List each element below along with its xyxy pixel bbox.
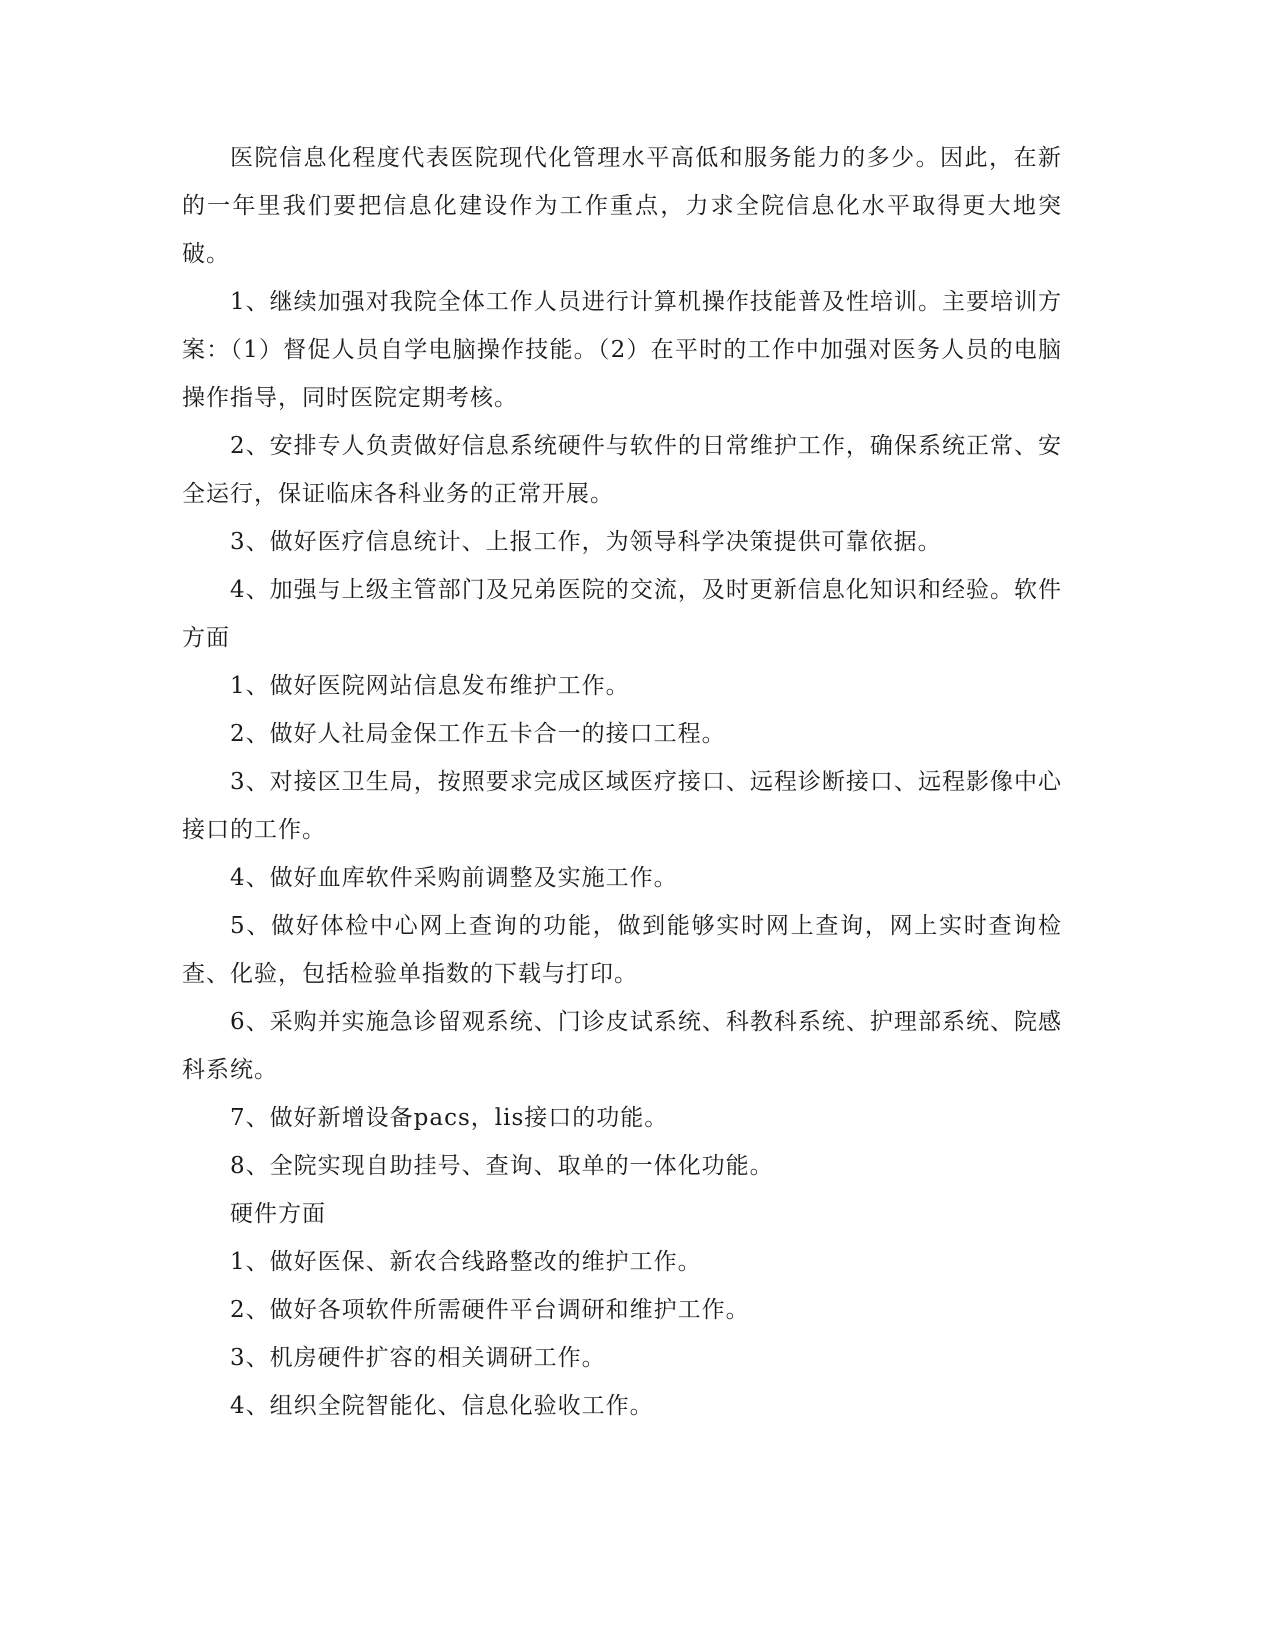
hardware-item-server-room: 3、机房硬件扩容的相关调研工作。 [230,1345,606,1371]
item-maintenance: 2、安排专人负责做好信息系统硬件与软件的日常维护工作，确保系统正常、安全运行，保证临床各科业务的正常开展。 [182,433,1062,507]
software-item-checkup-query: 5、做好体检中心网上查询的功能，做到能够实时网上查询，网上实时查询检查、化验，包括检验单指数的下载与打印。 [182,913,1062,987]
hardware-item-platform: 2、做好各项软件所需硬件平台调研和维护工作。 [230,1297,750,1323]
software-item-website: 1、做好医院网站信息发布维护工作。 [230,673,630,699]
hardware-heading: 硬件方面 [230,1201,326,1227]
hardware-item-acceptance: 4、组织全院智能化、信息化验收工作。 [230,1393,654,1419]
item-training: 1、继续加强对我院全体工作人员进行计算机操作技能普及性培训。主要培训方案：（1）督促人员自学电脑操作技能。（2）在平时的工作中加强对医务人员的电脑操作指导，同时医院定期考核。 [182,289,1062,411]
document-body [182,134,1062,1430]
item-statistics: 3、做好医疗信息统计、上报工作，为领导科学决策提供可靠依据。 [230,529,942,555]
hardware-item-lines: 1、做好医保、新农合线路整改的维护工作。 [230,1249,702,1275]
software-item-self-service: 8、全院实现自助挂号、查询、取单的一体化功能。 [230,1153,774,1179]
software-item-card-interface: 2、做好人社局金保工作五卡合一的接口工程。 [230,721,726,747]
software-item-pacs-lis: 7、做好新增设备pacs，lis接口的功能。 [230,1105,669,1131]
software-item-blood-bank: 4、做好血库软件采购前调整及实施工作。 [230,865,678,891]
software-item-systems-purchase: 6、采购并实施急诊留观系统、门诊皮试系统、科教科系统、护理部系统、院感科系统。 [182,1009,1062,1083]
item-exchange: 4、加强与上级主管部门及兄弟医院的交流，及时更新信息化知识和经验。软件方面 [182,577,1062,651]
intro-paragraph: 医院信息化程度代表医院现代化管理水平高低和服务能力的多少。因此，在新的一年里我们要把信息化建设作为工作重点，力求全院信息化水平取得更大地突破。 [182,145,1062,267]
software-item-regional-interface: 3、对接区卫生局，按照要求完成区域医疗接口、远程诊断接口、远程影像中心接口的工作。 [182,769,1062,843]
